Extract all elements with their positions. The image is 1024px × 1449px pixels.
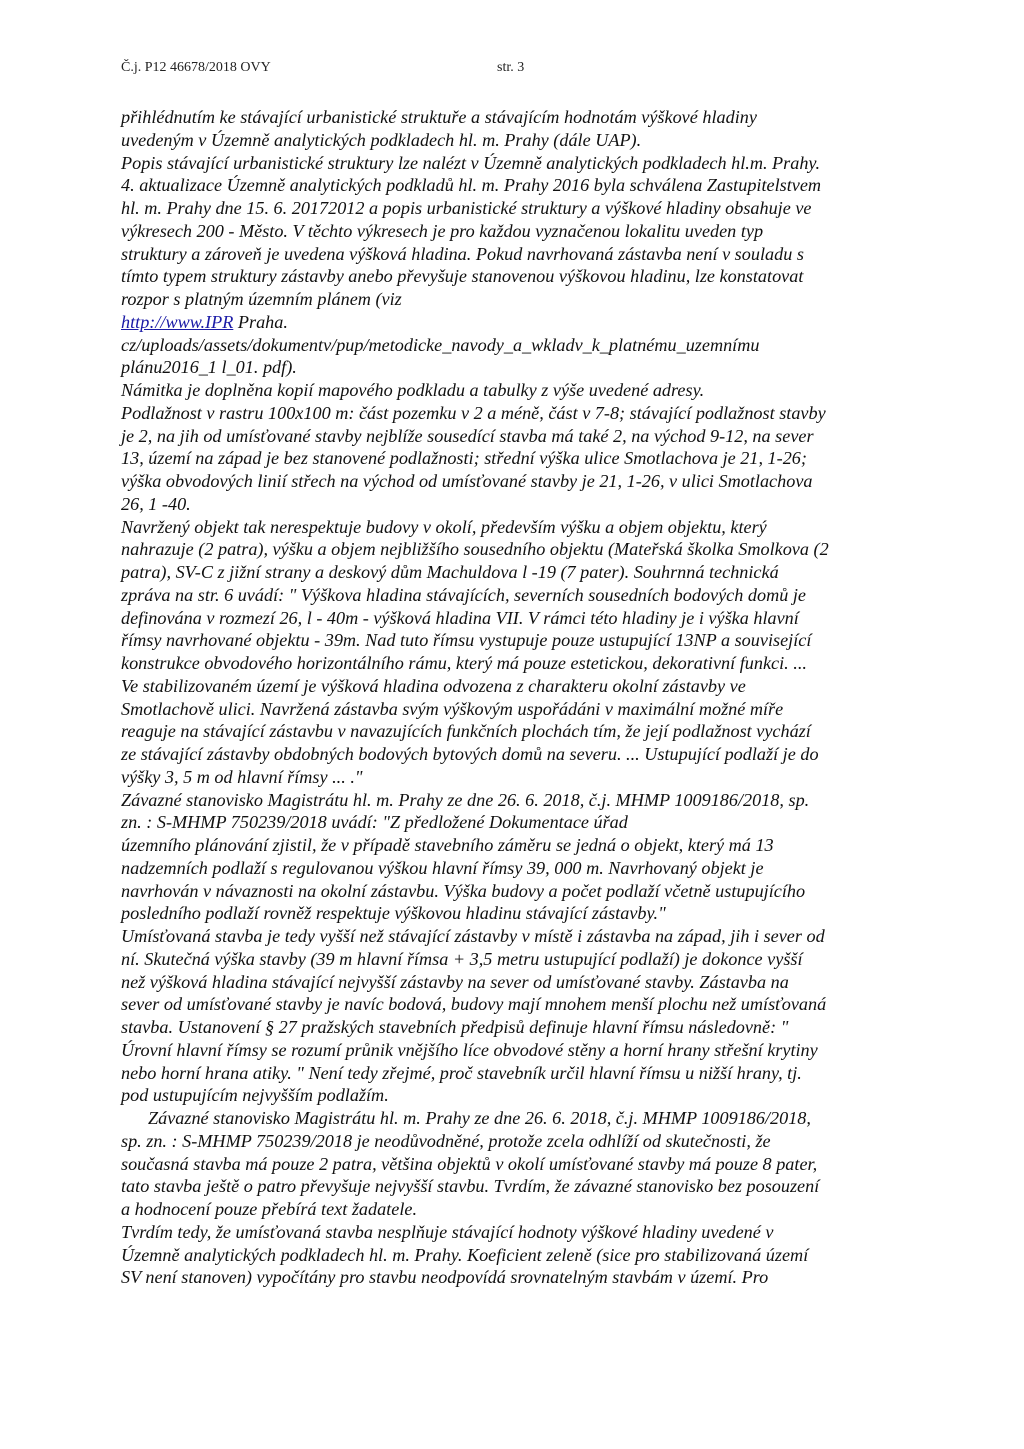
text-line: sever od umísťované stavby je navíc bodová, budovy mají mnohem menší plochu než umísťovaná — [121, 994, 827, 1015]
text-line: zpráva na str. 6 uvádí: " Výškova hladina stávajících, severních sousedních bodových domů je — [121, 584, 806, 605]
text-line: Popis stávající urbanistické struktury lze nalézt v Územně analytických podkladech hl.m. Prahy. — [121, 152, 821, 173]
text-line: reaguje na stávající zástavbu v navazujících funkčních plochách tím, že její podlažnost vychází — [121, 721, 811, 742]
text-line: Územně analytických podkladech hl. m. Prahy. Koeficient zeleně (sice pro stabilizovaná území — [121, 1244, 809, 1265]
page-header — [121, 60, 541, 80]
text-line: a hodnocení pouze přebírá text žadatele. — [121, 1199, 417, 1219]
text-line: pod ustupujícím nejvyšším podlažím. — [121, 1085, 389, 1106]
text-line: ze stávající zástavby obdobných bodových bytových domů na severu. ... Ustupující podlaží je do — [121, 744, 819, 764]
link-trailing-text: Praha. — [233, 311, 288, 332]
text-line: konstrukce obvodového horizontálního rámu, který má pouze estetickou, dekorativní funkci. ... — [121, 653, 807, 673]
text-line: tato stavba ještě o patro převyšuje nejvyšší stavbu. Tvrdím, že závazné stanovisko bez posouzení — [121, 1176, 820, 1197]
document-body — [121, 106, 921, 1289]
text-line: než výšková hladina stávající nejvyšší zástavby na sever od umísťované stavby. Zástavba na — [121, 971, 789, 992]
page-number: str. 3 — [497, 60, 525, 75]
text-line: 4. aktualizace Územně analytických podkladů hl. m. Prahy 2016 byla schválena Zastupitelstvem — [121, 175, 822, 196]
text-line: 26, 1 -40. — [121, 493, 191, 514]
text-line: nadzemních podlaží s regulovanou výškou hlavní římsy 39, 000 m. Navrhovaný objekt je — [121, 857, 764, 878]
text-line: Podlažnost v rastru 100x100 m: část pozemku v 2 a méně, část v 7-8; stávající podlažnost stavby — [121, 402, 826, 423]
link-line — [121, 311, 921, 334]
text-line: nahrazuje (2 patra), výšku a objem nejbližšího sousedního objektu (Mateřská školka Smolkova (2 — [121, 539, 829, 560]
text-line: uvedeným v Územně analytických podkladech hl. m. Prahy (dále UAP). — [121, 129, 642, 150]
text-line: nebo horní hrana atiky. " Není tedy zřejmé, proč stavebník určil hlavní římsu u nižší hrany, tj. — [121, 1062, 802, 1083]
text-line: Tvrdím tedy, že umísťovaná stavba nesplňuje stávající hodnoty výškové hladiny uvedené v — [121, 1221, 774, 1242]
text-line: rozpor s platným územním plánem (viz — [121, 289, 402, 309]
text-line: stavba. Ustanovení § 27 pražských stavebních předpisů definuje hlavní římsu následovně: " — [121, 1017, 789, 1037]
paragraph-first-line: Závazné stanovisko Magistrátu hl. m. Prahy ze dne 26. 6. 2018, č.j. MHMP 1009186/2018, — [148, 1108, 811, 1128]
text-line: Námitka je doplněna kopií mapového podkladu a tabulky z výše uvedené adresy. — [121, 380, 705, 400]
text-line: výšky 3, 5 m od hlavní římsy ... ." — [121, 766, 363, 787]
text-line: patra), SV-C z jižní strany a deskový dům Machuldova l -19 (7 pater). Souhrnná technická — [121, 562, 779, 582]
text-line: ní. Skutečná výška stavby (39 m hlavní římsa + 3,5 metru ustupující podlaží) je dokonce vyšší — [121, 948, 803, 969]
text-line: posledního podlaží rovněž respektuje výškovou hladinu stávající zástavby." — [121, 903, 666, 924]
text-line: plánu2016_1 l_01. pdf). — [121, 357, 297, 378]
ipr-link[interactable]: http://www.IPR — [121, 311, 234, 332]
document-reference: Č.j. P12 46678/2018 OVY — [121, 60, 271, 75]
text-line: územního plánování zjistil, že v případě stavebního záměru se jedná o objekt, který má 13 — [121, 835, 774, 855]
text-line: Smotlachově ulici. Navržená zástavba svým výškovým uspořádáni v maximální možné míře — [121, 698, 784, 719]
text-line: Navržený objekt tak nerespektuje budovy v okolí, především výšku a objem objektu, který — [121, 516, 767, 537]
text-line: je 2, na jih od umísťované stavby nejblíže sousedící stavba má také 2, na východ 9-12, na sever — [121, 425, 814, 446]
text-line: Závazné stanovisko Magistrátu hl. m. Prahy ze dne 26. 6. 2018, č.j. MHMP 1009186/2018, sp. — [121, 789, 810, 810]
text-line: SV není stanoven) vypočítány pro stavbu neodpovídá srovnatelným stavbám v území. Pro — [121, 1267, 769, 1288]
text-line: přihlédnutím ke stávající urbanistické struktuře a stávajícím hodnotám výškové hladiny — [121, 107, 757, 127]
text-line: struktury a zároveň je uvedena výšková hladina. Pokud navrhovaná zástavba není v souladu s — [121, 243, 804, 264]
text-line: římsy navrhované objektu - 39m. Nad tuto římsu vystupuje pouze ustupující 13NP a související — [121, 630, 812, 651]
text-line: současná stavba má pouze 2 patra, většina objektů v okolí umísťované stavby má pouze 8 pater, — [121, 1153, 818, 1174]
text-line: cz/uploads/assets/dokumentv/pup/metodicke_navody_a_wkladv_k_platnému_uzemnímu — [121, 334, 760, 355]
text-line: definována v rozmezí 26, l - 40m - výšková hladina VII. V rámci této hladiny je i výška hlavní — [121, 607, 799, 628]
text-line: tímto typem struktury zástavby anebo převyšuje stanovenou výškovou hladinu, lze konstatovat — [121, 266, 804, 287]
text-line: výška obvodových linií střech na východ od umísťované stavby je 21, 1-26, v ulici Smotlachova — [121, 471, 813, 491]
text-line: sp. zn. : S-MHMP 750239/2018 je neodůvodněné, protože zcela odhlíží od skutečnosti, že — [121, 1130, 771, 1151]
text-line: Úrovní hlavní římsy se rozumí průnik vnějšího líce obvodové stěny a horní hrany střešní krytiny — [121, 1039, 818, 1060]
text-line: zn. : S-MHMP 750239/2018 uvádí: "Z předložené Dokumentace úřad — [121, 812, 628, 833]
text-line: 13, území na západ je bez stanovené podlažnosti; střední výška ulice Smotlachova je 21, 1-26; — [121, 448, 807, 469]
text-line: hl. m. Prahy dne 15. 6. 20172012 a popis urbanistické struktury a výškové hladiny obsahuje ve — [121, 198, 812, 218]
text-line: navrhován v návaznosti na okolní zástavbu. Výška budovy a počet podlaží včetně ustupujícího — [121, 880, 806, 901]
text-line: Ve stabilizovaném území je výšková hladina odvozena z charakteru okolní zástavby ve — [121, 675, 746, 696]
text-line: výkresech 200 - Město. V těchto výkresech je pro každou vyznačenou lokalitu uveden typ — [121, 220, 764, 241]
text-line: Umísťovaná stavba je tedy vyšší než stávající zástavby v místě i zástavba na západ, jih i sever od — [121, 926, 825, 946]
